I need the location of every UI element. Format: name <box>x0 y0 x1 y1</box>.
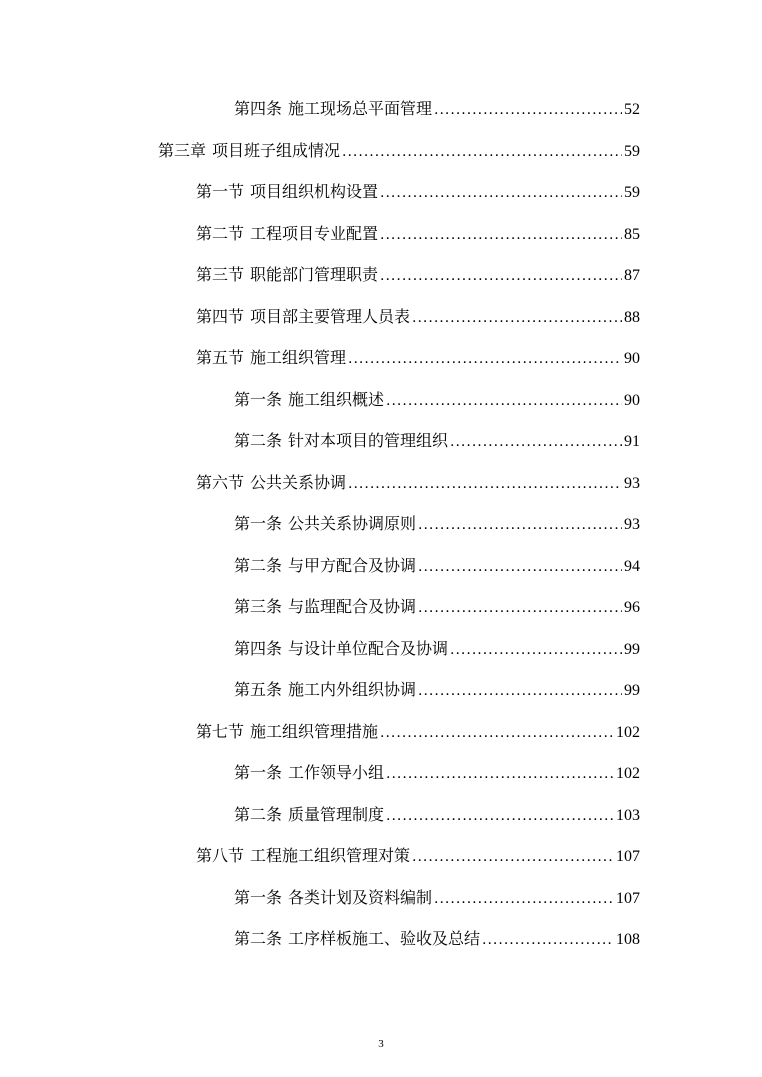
toc-entry[interactable] <box>0 426 640 456</box>
page-number: 3 <box>378 1038 384 1050</box>
toc-entry[interactable] <box>0 675 640 705</box>
toc-entry-page: 102 <box>616 765 640 782</box>
toc-entry-title: 工程项目专业配置 <box>250 224 379 243</box>
toc-entry[interactable] <box>0 800 640 830</box>
toc-entry-page: 87 <box>624 267 640 284</box>
toc-entry-page: 103 <box>616 807 640 824</box>
toc-entry-page: 90 <box>624 392 640 409</box>
dot-leader <box>348 344 622 374</box>
toc-entry-page: 96 <box>624 599 640 616</box>
toc-entry-page: 94 <box>624 558 640 575</box>
toc-entry-number: 第二条 <box>234 556 283 575</box>
toc-entry[interactable] <box>0 177 640 207</box>
toc-entry-number: 第八节 <box>196 846 245 865</box>
dot-leader <box>434 884 614 914</box>
toc-entry-page: 99 <box>624 641 640 658</box>
toc-entry-page: 52 <box>624 101 640 118</box>
toc-entry-page: 107 <box>616 890 640 907</box>
toc-entry[interactable] <box>0 592 640 622</box>
dot-leader <box>386 386 622 416</box>
toc-entry[interactable] <box>0 343 640 373</box>
toc-entry-title: 公共关系协调原则 <box>288 514 417 533</box>
toc-entry[interactable] <box>0 841 640 871</box>
toc-entry-title: 工程施工组织管理对策 <box>250 846 411 865</box>
toc-entry-page: 85 <box>624 226 640 243</box>
toc-entry-title: 项目组织机构设置 <box>250 182 379 201</box>
toc-entry[interactable] <box>0 883 640 913</box>
dot-leader <box>386 801 614 831</box>
dot-leader <box>482 925 614 955</box>
dot-leader <box>380 178 622 208</box>
toc-entry-page: 90 <box>624 350 640 367</box>
toc-entry-number: 第四条 <box>234 99 283 118</box>
toc-entry-number: 第二条 <box>234 431 283 450</box>
toc-entry-number: 第五节 <box>196 348 245 367</box>
toc-entry-title: 施工现场总平面管理 <box>288 99 433 118</box>
toc-entry-title: 施工内外组织协调 <box>288 680 417 699</box>
toc-entry-page: 93 <box>624 475 640 492</box>
toc-entry-number: 第四条 <box>234 639 283 658</box>
toc-entry-number: 第一条 <box>234 390 283 409</box>
dot-leader <box>380 718 614 748</box>
toc-entry-title: 施工组织管理措施 <box>250 722 379 741</box>
toc-entry-title: 工作领导小组 <box>288 763 385 782</box>
dot-leader <box>386 759 614 789</box>
toc-entry-page: 102 <box>616 724 640 741</box>
toc-entry-number: 第四节 <box>196 307 245 326</box>
dot-leader <box>450 635 622 665</box>
toc-entry[interactable] <box>0 302 640 332</box>
toc-entry-title: 与监理配合及协调 <box>288 597 417 616</box>
dot-leader <box>450 427 622 457</box>
toc-entry-page: 59 <box>624 184 640 201</box>
toc-entry-title: 与甲方配合及协调 <box>288 556 417 575</box>
toc-entry-number: 第三章 <box>158 141 207 160</box>
toc-entry[interactable] <box>0 634 640 664</box>
toc-entry-number: 第二条 <box>234 805 283 824</box>
toc-entry-number: 第一节 <box>196 182 245 201</box>
toc-entry-number: 第三条 <box>234 597 283 616</box>
dot-leader <box>348 469 622 499</box>
toc-entry-page: 108 <box>616 931 640 948</box>
toc-entry-number: 第六节 <box>196 473 245 492</box>
toc-entry[interactable] <box>0 385 640 415</box>
toc-entry[interactable] <box>0 717 640 747</box>
toc-entry-title: 项目部主要管理人员表 <box>250 307 411 326</box>
dot-leader <box>380 261 622 291</box>
toc-entry[interactable] <box>0 94 640 124</box>
toc-entry-number: 第一条 <box>234 514 283 533</box>
toc-entry-number: 第三节 <box>196 265 245 284</box>
dot-leader <box>418 676 622 706</box>
toc-entry-number: 第二条 <box>234 929 283 948</box>
toc-entry[interactable] <box>0 924 640 954</box>
toc-entry-title: 各类计划及资料编制 <box>288 888 433 907</box>
toc-entry-page: 93 <box>624 516 640 533</box>
toc-entry-title: 针对本项目的管理组织 <box>288 431 449 450</box>
toc-entry[interactable] <box>0 758 640 788</box>
toc-entry-title: 与设计单位配合及协调 <box>288 639 449 658</box>
toc-entry-title: 工序样板施工、验收及总结 <box>288 929 481 948</box>
toc-entry[interactable] <box>0 551 640 581</box>
dot-leader <box>342 137 622 167</box>
toc-entry[interactable] <box>0 219 640 249</box>
toc-entry-page: 59 <box>624 143 640 160</box>
dot-leader <box>418 593 622 623</box>
toc-entry-number: 第七节 <box>196 722 245 741</box>
toc-entry-title: 职能部门管理职责 <box>250 265 379 284</box>
toc-entry-page: 91 <box>624 433 640 450</box>
toc-entry[interactable] <box>0 260 640 290</box>
toc-entry-number: 第一条 <box>234 888 283 907</box>
toc-entry[interactable] <box>0 509 640 539</box>
toc-entry-number: 第一条 <box>234 763 283 782</box>
dot-leader <box>412 303 622 333</box>
toc-entry-page: 107 <box>616 848 640 865</box>
toc-entry-title: 公共关系协调 <box>250 473 347 492</box>
toc-entry[interactable] <box>0 136 640 166</box>
toc-entry[interactable] <box>0 468 640 498</box>
dot-leader <box>412 842 614 872</box>
toc-entry-page: 88 <box>624 309 640 326</box>
dot-leader <box>418 552 622 582</box>
dot-leader <box>418 510 622 540</box>
toc-entry-page: 99 <box>624 682 640 699</box>
toc-entry-number: 第二节 <box>196 224 245 243</box>
toc-entry-title: 施工组织概述 <box>288 390 385 409</box>
toc-entry-number: 第五条 <box>234 680 283 699</box>
dot-leader <box>380 220 622 250</box>
dot-leader <box>434 95 622 125</box>
toc-entry-title: 施工组织管理 <box>250 348 347 367</box>
toc-entry-title: 质量管理制度 <box>288 805 385 824</box>
toc-entry-title: 项目班子组成情况 <box>212 141 341 160</box>
